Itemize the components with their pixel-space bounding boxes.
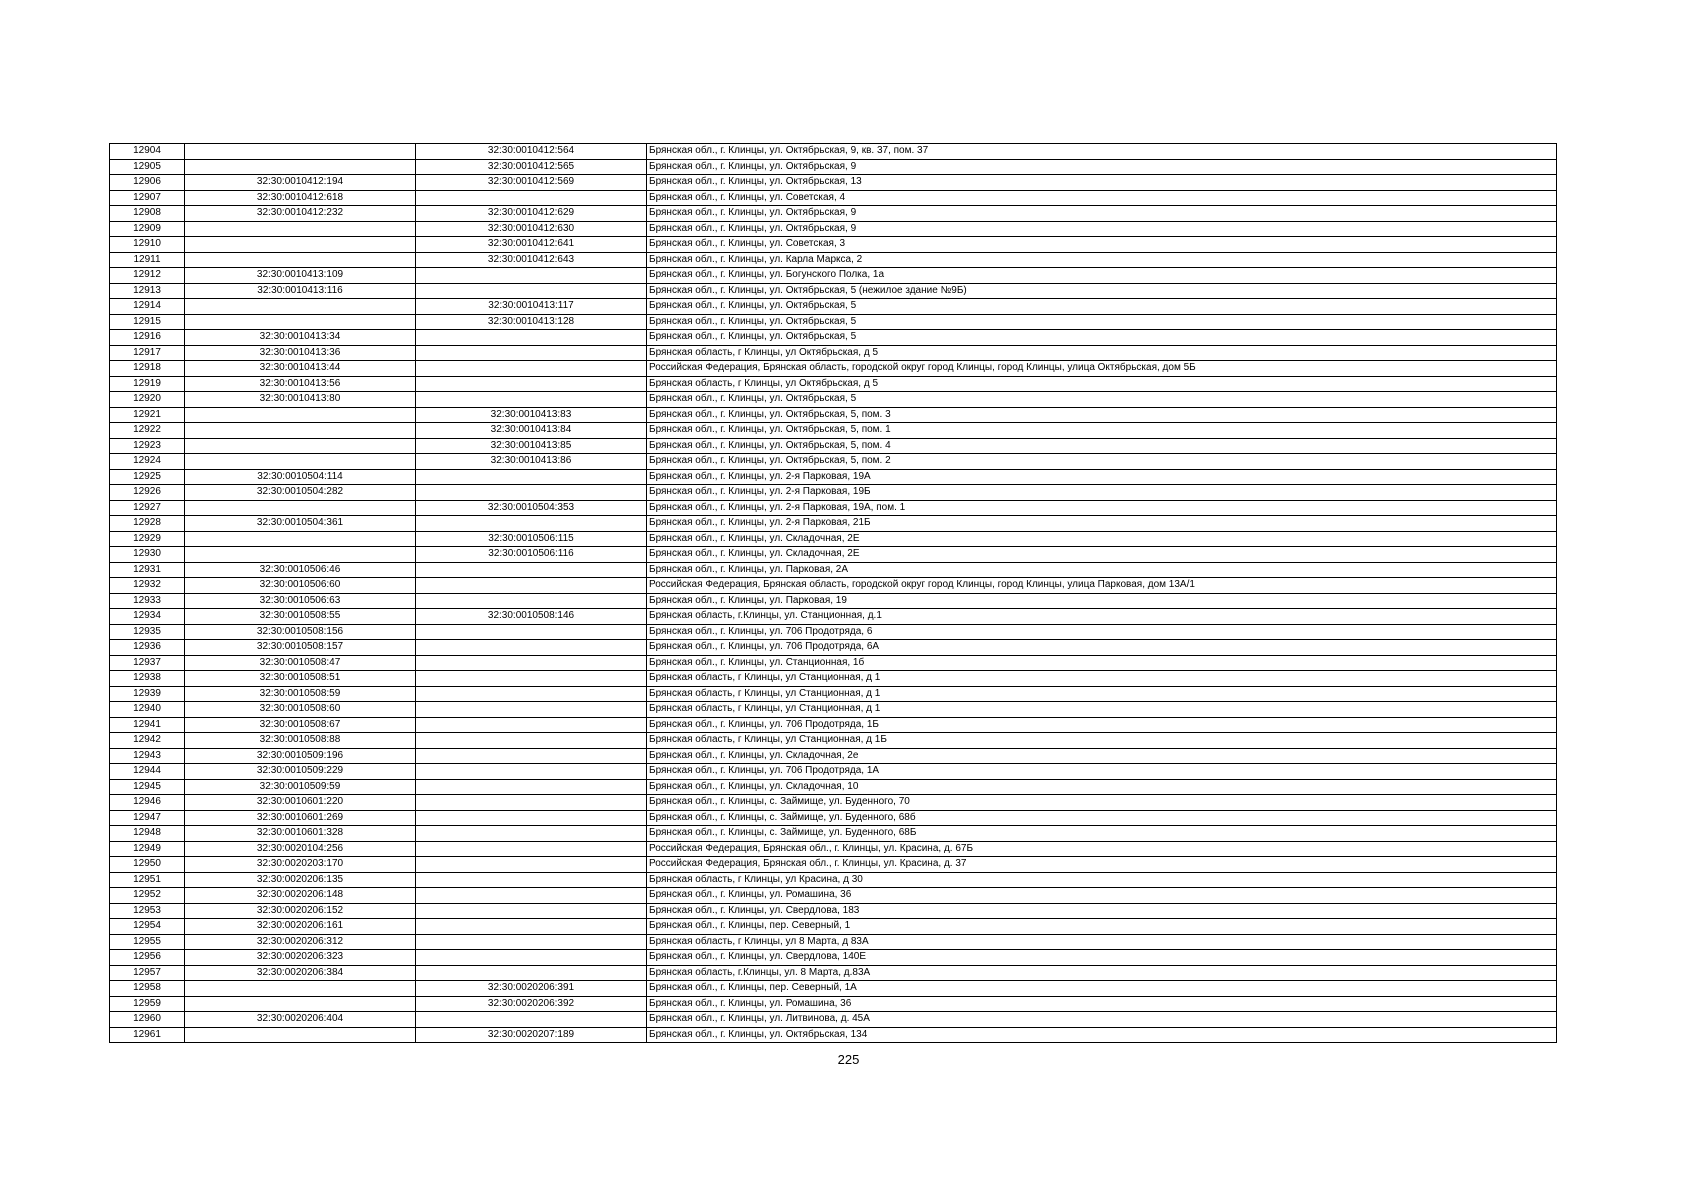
premises-cadastral-number-cell [416,748,647,764]
premises-cadastral-number-cell: 32:30:0010412:630 [416,221,647,237]
row-number-cell: 12930 [110,547,185,563]
cadastral-number-cell: 32:30:0010601:328 [185,826,416,842]
cadastral-number-cell [185,438,416,454]
cadastral-number-cell: 32:30:0010509:229 [185,764,416,780]
table-row [110,950,1557,966]
address-cell: Брянская обл., г. Клинцы, ул. Парковая, 19 [647,593,1557,609]
premises-cadastral-number-cell: 32:30:0020207:189 [416,1027,647,1043]
row-number-cell: 12951 [110,872,185,888]
row-number-cell: 12941 [110,717,185,733]
row-number-cell: 12952 [110,888,185,904]
cadastral-number-cell: 32:30:0010508:156 [185,624,416,640]
cadastral-number-cell: 32:30:0020206:384 [185,965,416,981]
row-number-cell: 12929 [110,531,185,547]
row-number-cell: 12953 [110,903,185,919]
row-number-cell: 12935 [110,624,185,640]
row-number-cell: 12911 [110,252,185,268]
address-cell: Брянская обл., г. Клинцы, ул. Карла Маркса, 2 [647,252,1557,268]
cadastral-number-cell: 32:30:0010508:88 [185,733,416,749]
premises-cadastral-number-cell [416,1012,647,1028]
row-number-cell: 12914 [110,299,185,315]
premises-cadastral-number-cell [416,826,647,842]
table-row [110,454,1557,470]
address-cell: Брянская обл., г. Клинцы, ул. Складочная, 2Е [647,547,1557,563]
row-number-cell: 12934 [110,609,185,625]
address-cell: Брянская обл., г. Клинцы, ул. Советская, 4 [647,190,1557,206]
row-number-cell: 12932 [110,578,185,594]
cadastral-number-cell [185,252,416,268]
premises-cadastral-number-cell [416,268,647,284]
premises-cadastral-number-cell [416,190,647,206]
table-row [110,810,1557,826]
cadastral-number-cell: 32:30:0010413:109 [185,268,416,284]
address-cell: Брянская область, г.Клинцы, ул. 8 Марта, д.83А [647,965,1557,981]
row-number-cell: 12919 [110,376,185,392]
address-cell: Брянская обл., г. Клинцы, пер. Северный, 1 [647,919,1557,935]
cadastral-number-cell [185,531,416,547]
row-number-cell: 12954 [110,919,185,935]
cadastral-number-cell: 32:30:0010508:47 [185,655,416,671]
row-number-cell: 12950 [110,857,185,873]
premises-cadastral-number-cell [416,795,647,811]
cadastral-number-cell: 32:30:0010413:56 [185,376,416,392]
address-cell: Брянская обл., г. Клинцы, ул. 706 Продотряда, 6А [647,640,1557,656]
address-cell: Брянская обл., г. Клинцы, ул. Октябрьская, 5, пом. 1 [647,423,1557,439]
table-row [110,268,1557,284]
address-cell: Брянская обл., г. Клинцы, ул. Октябрьская, 5 [647,314,1557,330]
table-row [110,888,1557,904]
row-number-cell: 12906 [110,175,185,191]
table-row [110,841,1557,857]
registry-table [109,143,1557,1043]
cadastral-number-cell: 32:30:0010504:361 [185,516,416,532]
table-row [110,283,1557,299]
table-row [110,531,1557,547]
table-row [110,485,1557,501]
table-row [110,779,1557,795]
cadastral-number-cell [185,454,416,470]
table-row [110,919,1557,935]
table-row [110,237,1557,253]
table-row [110,361,1557,377]
cadastral-number-cell [185,237,416,253]
premises-cadastral-number-cell: 32:30:0010413:85 [416,438,647,454]
premises-cadastral-number-cell [416,686,647,702]
address-cell: Российская Федерация, Брянская обл., г. Клинцы, ул. Красина, д. 37 [647,857,1557,873]
premises-cadastral-number-cell [416,919,647,935]
premises-cadastral-number-cell: 32:30:0010508:146 [416,609,647,625]
cadastral-number-cell: 32:30:0010506:46 [185,562,416,578]
row-number-cell: 12922 [110,423,185,439]
cadastral-number-cell: 32:30:0020206:404 [185,1012,416,1028]
address-cell: Брянская обл., г. Клинцы, ул. Октябрьская, 5, пом. 3 [647,407,1557,423]
cadastral-number-cell: 32:30:0010412:618 [185,190,416,206]
row-number-cell: 12958 [110,981,185,997]
page-number: 225 [837,1052,860,1067]
address-cell: Российская Федерация, Брянская обл., г. Клинцы, ул. Красина, д. 67Б [647,841,1557,857]
premises-cadastral-number-cell [416,330,647,346]
row-number-cell: 12910 [110,237,185,253]
cadastral-number-cell [185,221,416,237]
address-cell: Брянская область, г Клинцы, ул Станционная, д 1 [647,686,1557,702]
cadastral-number-cell [185,299,416,315]
row-number-cell: 12939 [110,686,185,702]
cadastral-number-cell [185,144,416,160]
address-cell: Брянская обл., г. Клинцы, ул. Октябрьская, 5, пом. 4 [647,438,1557,454]
address-cell: Брянская обл., г. Клинцы, ул. Богунского Полка, 1а [647,268,1557,284]
premises-cadastral-number-cell: 32:30:0010413:128 [416,314,647,330]
address-cell: Брянская область, г Клинцы, ул Станционная, д 1 [647,671,1557,687]
address-cell: Брянская обл., г. Клинцы, ул. Октябрьская, 9 [647,221,1557,237]
row-number-cell: 12924 [110,454,185,470]
row-number-cell: 12923 [110,438,185,454]
table-row [110,748,1557,764]
row-number-cell: 12909 [110,221,185,237]
address-cell: Брянская обл., г. Клинцы, ул. Ромашина, 36 [647,888,1557,904]
premises-cadastral-number-cell: 32:30:0010504:353 [416,500,647,516]
row-number-cell: 12957 [110,965,185,981]
premises-cadastral-number-cell: 32:30:0010506:116 [416,547,647,563]
address-cell: Брянская обл., г. Клинцы, ул. Октябрьская, 5 [647,330,1557,346]
address-cell: Брянская область, г Клинцы, ул 8 Марта, д 83А [647,934,1557,950]
row-number-cell: 12961 [110,1027,185,1043]
cadastral-number-cell: 32:30:0010508:59 [185,686,416,702]
premises-cadastral-number-cell: 32:30:0010413:117 [416,299,647,315]
premises-cadastral-number-cell [416,733,647,749]
table-row [110,857,1557,873]
address-cell: Брянская обл., г. Клинцы, ул. 2-я Парковая, 21Б [647,516,1557,532]
address-cell: Брянская обл., г. Клинцы, ул. Литвинова, д. 45А [647,1012,1557,1028]
cadastral-number-cell: 32:30:0010413:116 [185,283,416,299]
table-row [110,516,1557,532]
cadastral-number-cell: 32:30:0020104:256 [185,841,416,857]
address-cell: Брянская обл., г. Клинцы, ул. 706 Продотряда, 1А [647,764,1557,780]
row-number-cell: 12938 [110,671,185,687]
row-number-cell: 12927 [110,500,185,516]
premises-cadastral-number-cell [416,965,647,981]
premises-cadastral-number-cell [416,717,647,733]
table-row [110,144,1557,160]
cadastral-number-cell: 32:30:0010413:80 [185,392,416,408]
row-number-cell: 12959 [110,996,185,1012]
premises-cadastral-number-cell [416,485,647,501]
table-row [110,593,1557,609]
table-row [110,640,1557,656]
premises-cadastral-number-cell: 32:30:0020206:392 [416,996,647,1012]
cadastral-number-cell: 32:30:0010509:196 [185,748,416,764]
row-number-cell: 12918 [110,361,185,377]
row-number-cell: 12925 [110,469,185,485]
row-number-cell: 12933 [110,593,185,609]
cadastral-number-cell: 32:30:0010508:51 [185,671,416,687]
address-cell: Брянская обл., г. Клинцы, ул. Октябрьская, 134 [647,1027,1557,1043]
cadastral-number-cell: 32:30:0010504:114 [185,469,416,485]
address-cell: Российская Федерация, Брянская область, городской округ город Клинцы, город Клинцы, улица Октябрьская, дом 5Б [647,361,1557,377]
table-row [110,376,1557,392]
table-row [110,624,1557,640]
address-cell: Брянская обл., г. Клинцы, с. Займище, ул. Буденного, 68б [647,810,1557,826]
table-row [110,903,1557,919]
table-row [110,345,1557,361]
premises-cadastral-number-cell: 32:30:0010413:83 [416,407,647,423]
table-row [110,872,1557,888]
table-row [110,469,1557,485]
address-cell: Брянская обл., г. Клинцы, ул. Октябрьская, 5 [647,299,1557,315]
table-row [110,175,1557,191]
premises-cadastral-number-cell: 32:30:0010412:641 [416,237,647,253]
cadastral-number-cell: 32:30:0020206:161 [185,919,416,935]
table-row [110,609,1557,625]
row-number-cell: 12917 [110,345,185,361]
row-number-cell: 12942 [110,733,185,749]
address-cell: Брянская обл., г. Клинцы, с. Займище, ул. Буденного, 68Б [647,826,1557,842]
address-cell: Брянская обл., г. Клинцы, ул. Октябрьская, 9 [647,159,1557,175]
cadastral-number-cell: 32:30:0010508:67 [185,717,416,733]
premises-cadastral-number-cell [416,779,647,795]
row-number-cell: 12928 [110,516,185,532]
premises-cadastral-number-cell [416,950,647,966]
cadastral-number-cell: 32:30:0010508:157 [185,640,416,656]
address-cell: Брянская обл., г. Клинцы, ул. Станционная, 1б [647,655,1557,671]
address-cell: Брянская область, г Клинцы, ул Станционная, д 1Б [647,733,1557,749]
address-cell: Брянская область, г Клинцы, ул Красина, д 30 [647,872,1557,888]
premises-cadastral-number-cell [416,903,647,919]
premises-cadastral-number-cell [416,872,647,888]
address-cell: Брянская обл., г. Клинцы, ул. Свердлова, 183 [647,903,1557,919]
cadastral-number-cell: 32:30:0020206:148 [185,888,416,904]
table-row [110,500,1557,516]
table-row [110,562,1557,578]
address-cell: Брянская обл., г. Клинцы, ул. Октябрьская, 5, пом. 2 [647,454,1557,470]
address-cell: Брянская обл., г. Клинцы, ул. 706 Продотряда, 6 [647,624,1557,640]
row-number-cell: 12926 [110,485,185,501]
table-row [110,438,1557,454]
row-number-cell: 12937 [110,655,185,671]
table-row [110,981,1557,997]
cadastral-number-cell: 32:30:0020203:170 [185,857,416,873]
cadastral-number-cell: 32:30:0010413:44 [185,361,416,377]
table-row [110,159,1557,175]
address-cell: Брянская обл., г. Клинцы, пер. Северный, 1А [647,981,1557,997]
row-number-cell: 12920 [110,392,185,408]
cadastral-number-cell: 32:30:0010601:220 [185,795,416,811]
address-cell: Брянская область, г Клинцы, ул Октябрьская, д 5 [647,376,1557,392]
row-number-cell: 12921 [110,407,185,423]
cadastral-number-cell: 32:30:0010413:34 [185,330,416,346]
table-row [110,299,1557,315]
address-cell: Брянская область, г.Клинцы, ул. Станционная, д.1 [647,609,1557,625]
premises-cadastral-number-cell [416,578,647,594]
premises-cadastral-number-cell [416,516,647,532]
row-number-cell: 12944 [110,764,185,780]
address-cell: Брянская обл., г. Клинцы, ул. Октябрьская, 13 [647,175,1557,191]
table-row [110,1012,1557,1028]
table-row [110,578,1557,594]
cadastral-number-cell: 32:30:0020206:323 [185,950,416,966]
address-cell: Брянская обл., г. Клинцы, ул. Складочная, 2е [647,748,1557,764]
premises-cadastral-number-cell [416,640,647,656]
cadastral-number-cell [185,1027,416,1043]
row-number-cell: 12913 [110,283,185,299]
cadastral-number-cell: 32:30:0010412:232 [185,206,416,222]
address-cell: Брянская обл., г. Клинцы, ул. Советская, 3 [647,237,1557,253]
premises-cadastral-number-cell [416,345,647,361]
row-number-cell: 12904 [110,144,185,160]
table-row [110,996,1557,1012]
table-row [110,965,1557,981]
row-number-cell: 12915 [110,314,185,330]
address-cell: Брянская обл., г. Клинцы, ул. 706 Продотряда, 1Б [647,717,1557,733]
row-number-cell: 12907 [110,190,185,206]
row-number-cell: 12955 [110,934,185,950]
premises-cadastral-number-cell: 32:30:0010412:569 [416,175,647,191]
address-cell: Брянская обл., г. Клинцы, ул. Ромашина, 36 [647,996,1557,1012]
table-row [110,206,1557,222]
cadastral-number-cell [185,407,416,423]
premises-cadastral-number-cell [416,810,647,826]
cadastral-number-cell: 32:30:0020206:152 [185,903,416,919]
cadastral-number-cell [185,547,416,563]
premises-cadastral-number-cell [416,764,647,780]
address-cell: Брянская обл., г. Клинцы, ул. 2-я Парковая, 19А, пом. 1 [647,500,1557,516]
cadastral-number-cell: 32:30:0020206:135 [185,872,416,888]
row-number-cell: 12905 [110,159,185,175]
address-cell: Брянская область, г Клинцы, ул Октябрьская, д 5 [647,345,1557,361]
row-number-cell: 12956 [110,950,185,966]
cadastral-number-cell: 32:30:0010506:63 [185,593,416,609]
premises-cadastral-number-cell [416,469,647,485]
premises-cadastral-number-cell [416,562,647,578]
cadastral-number-cell: 32:30:0010506:60 [185,578,416,594]
cadastral-number-cell: 32:30:0010413:36 [185,345,416,361]
row-number-cell: 12948 [110,826,185,842]
table-row [110,733,1557,749]
table-row [110,423,1557,439]
premises-cadastral-number-cell [416,934,647,950]
premises-cadastral-number-cell [416,593,647,609]
premises-cadastral-number-cell: 32:30:0010412:565 [416,159,647,175]
address-cell: Брянская обл., г. Клинцы, ул. Октябрьская, 9, кв. 37, пом. 37 [647,144,1557,160]
address-cell: Брянская обл., г. Клинцы, ул. Октябрьская, 9 [647,206,1557,222]
premises-cadastral-number-cell [416,624,647,640]
address-cell: Российская Федерация, Брянская область, городской округ город Клинцы, город Клинцы, улица Парковая, дом 13А/1 [647,578,1557,594]
row-number-cell: 12949 [110,841,185,857]
table-row [110,764,1557,780]
table-row [110,314,1557,330]
row-number-cell: 12931 [110,562,185,578]
premises-cadastral-number-cell: 32:30:0010506:115 [416,531,647,547]
cadastral-number-cell: 32:30:0010412:194 [185,175,416,191]
table-body [110,144,1557,1043]
premises-cadastral-number-cell [416,671,647,687]
row-number-cell: 12916 [110,330,185,346]
address-cell: Брянская обл., г. Клинцы, ул. Свердлова, 140Е [647,950,1557,966]
table-row [110,1027,1557,1043]
premises-cadastral-number-cell: 32:30:0010413:84 [416,423,647,439]
premises-cadastral-number-cell [416,857,647,873]
premises-cadastral-number-cell: 32:30:0010412:629 [416,206,647,222]
table-row [110,392,1557,408]
table-row [110,221,1557,237]
cadastral-number-cell: 32:30:0020206:312 [185,934,416,950]
table-row [110,671,1557,687]
table-row [110,795,1557,811]
address-cell: Брянская обл., г. Клинцы, ул. 2-я Парковая, 19Б [647,485,1557,501]
premises-cadastral-number-cell: 32:30:0010412:564 [416,144,647,160]
cadastral-number-cell [185,500,416,516]
row-number-cell: 12936 [110,640,185,656]
address-cell: Брянская область, г Клинцы, ул Станционная, д 1 [647,702,1557,718]
premises-cadastral-number-cell [416,888,647,904]
table-row [110,717,1557,733]
address-cell: Брянская обл., г. Клинцы, ул. Складочная, 2Е [647,531,1557,547]
row-number-cell: 12940 [110,702,185,718]
cadastral-number-cell [185,314,416,330]
row-number-cell: 12908 [110,206,185,222]
table-row [110,686,1557,702]
row-number-cell: 12945 [110,779,185,795]
address-cell: Брянская обл., г. Клинцы, ул. 2-я Парковая, 19А [647,469,1557,485]
cadastral-number-cell: 32:30:0010509:59 [185,779,416,795]
row-number-cell: 12912 [110,268,185,284]
cadastral-number-cell [185,423,416,439]
address-cell: Брянская обл., г. Клинцы, ул. Октябрьская, 5 (нежилое здание №9Б) [647,283,1557,299]
cadastral-number-cell [185,996,416,1012]
table-row [110,190,1557,206]
table-row [110,252,1557,268]
cadastral-number-cell: 32:30:0010601:269 [185,810,416,826]
row-number-cell: 12946 [110,795,185,811]
premises-cadastral-number-cell [416,361,647,377]
premises-cadastral-number-cell [416,376,647,392]
address-cell: Брянская обл., г. Клинцы, ул. Октябрьская, 5 [647,392,1557,408]
row-number-cell: 12947 [110,810,185,826]
premises-cadastral-number-cell [416,283,647,299]
table-row [110,547,1557,563]
premises-cadastral-number-cell: 32:30:0020206:391 [416,981,647,997]
row-number-cell: 12943 [110,748,185,764]
table-row [110,702,1557,718]
premises-cadastral-number-cell [416,702,647,718]
cadastral-number-cell: 32:30:0010504:282 [185,485,416,501]
premises-cadastral-number-cell: 32:30:0010413:86 [416,454,647,470]
cadastral-number-cell: 32:30:0010508:55 [185,609,416,625]
address-cell: Брянская обл., г. Клинцы, с. Займище, ул. Буденного, 70 [647,795,1557,811]
address-cell: Брянская обл., г. Клинцы, ул. Парковая, 2А [647,562,1557,578]
cadastral-number-cell: 32:30:0010508:60 [185,702,416,718]
premises-cadastral-number-cell [416,841,647,857]
row-number-cell: 12960 [110,1012,185,1028]
cadastral-number-cell [185,981,416,997]
premises-cadastral-number-cell: 32:30:0010412:643 [416,252,647,268]
table-row [110,330,1557,346]
premises-cadastral-number-cell [416,655,647,671]
table-row [110,407,1557,423]
address-cell: Брянская обл., г. Клинцы, ул. Складочная, 10 [647,779,1557,795]
table-row [110,655,1557,671]
table-row [110,826,1557,842]
cadastral-number-cell [185,159,416,175]
table-row [110,934,1557,950]
premises-cadastral-number-cell [416,392,647,408]
